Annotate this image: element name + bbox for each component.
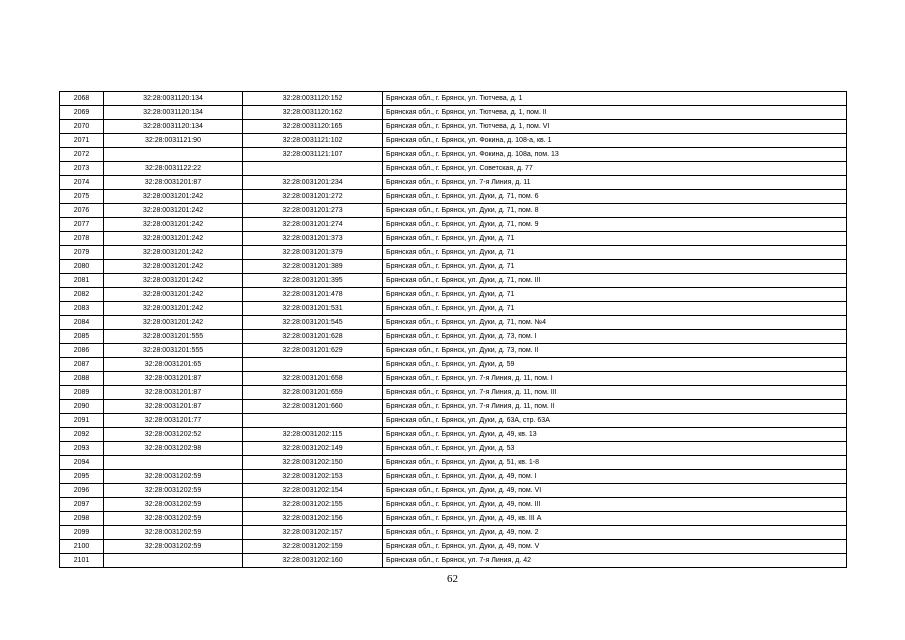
cadastral-number-cell: 32:28:0031201:531 — [243, 302, 383, 316]
address-cell: Брянская обл., г. Брянск, ул. Дуки, д. 71 — [383, 288, 847, 302]
parent-cadastral-number-cell: 32:28:0031201:242 — [104, 302, 243, 316]
address-cell: Брянская обл., г. Брянск, ул. Советская, д. 77 — [383, 162, 847, 176]
address-cell: Брянская обл., г. Брянск, ул. Фокина, д. 108а, пом. 13 — [383, 148, 847, 162]
parent-cadastral-number-cell: 32:28:0031120:134 — [104, 106, 243, 120]
row-number-cell: 2096 — [60, 484, 104, 498]
table-row — [60, 232, 847, 246]
parent-cadastral-number-cell: 32:28:0031201:555 — [104, 330, 243, 344]
parent-cadastral-number-cell: 32:28:0031201:65 — [104, 358, 243, 372]
row-number-cell: 2088 — [60, 372, 104, 386]
cadastral-number-cell — [243, 162, 383, 176]
row-number-cell: 2075 — [60, 190, 104, 204]
parent-cadastral-number-cell — [104, 456, 243, 470]
address-cell: Брянская обл., г. Брянск, ул. Дуки, д. 71, пом. 8 — [383, 204, 847, 218]
cadastral-number-cell: 32:28:0031202:115 — [243, 428, 383, 442]
row-number-cell: 2086 — [60, 344, 104, 358]
parent-cadastral-number-cell: 32:28:0031201:242 — [104, 218, 243, 232]
address-cell: Брянская обл., г. Брянск, ул. Дуки, д. 53 — [383, 442, 847, 456]
row-number-cell: 2087 — [60, 358, 104, 372]
row-number-cell: 2069 — [60, 106, 104, 120]
address-cell: Брянская обл., г. Брянск, ул. Дуки, д. 49, пом. VI — [383, 484, 847, 498]
parent-cadastral-number-cell: 32:28:0031201:77 — [104, 414, 243, 428]
cadastral-number-cell: 32:28:0031121:102 — [243, 134, 383, 148]
row-number-cell: 2099 — [60, 526, 104, 540]
table-row — [60, 260, 847, 274]
table-row — [60, 400, 847, 414]
parent-cadastral-number-cell: 32:28:0031201:87 — [104, 176, 243, 190]
table-row — [60, 428, 847, 442]
cadastral-number-cell: 32:28:0031202:155 — [243, 498, 383, 512]
address-cell: Брянская обл., г. Брянск, ул. 7-я Линия, д. 11, пом. II — [383, 400, 847, 414]
address-cell: Брянская обл., г. Брянск, ул. Дуки, д. 49, пом. I — [383, 470, 847, 484]
row-number-cell: 2079 — [60, 246, 104, 260]
parent-cadastral-number-cell: 32:28:0031201:242 — [104, 232, 243, 246]
table-row — [60, 190, 847, 204]
table-row — [60, 148, 847, 162]
parent-cadastral-number-cell: 32:28:0031120:134 — [104, 92, 243, 106]
address-cell: Брянская обл., г. Брянск, ул. Дуки, д. 49, пом. V — [383, 540, 847, 554]
table-row — [60, 358, 847, 372]
address-cell: Брянская обл., г. Брянск, ул. Дуки, д. 71, пом. 6 — [383, 190, 847, 204]
address-cell: Брянская обл., г. Брянск, ул. Дуки, д. 49, пом. 2 — [383, 526, 847, 540]
cadastral-number-cell: 32:28:0031201:478 — [243, 288, 383, 302]
row-number-cell: 2073 — [60, 162, 104, 176]
cadastral-number-cell: 32:28:0031201:658 — [243, 372, 383, 386]
address-cell: Брянская обл., г. Брянск, ул. 7-я Линия, д. 42 — [383, 554, 847, 568]
page-number: 62 — [447, 573, 458, 585]
cadastral-number-cell: 32:28:0031201:379 — [243, 246, 383, 260]
address-cell: Брянская обл., г. Брянск, ул. Фокина, д. 108-а, кв. 1 — [383, 134, 847, 148]
address-cell: Брянская обл., г. Брянск, ул. Дуки, д. 71 — [383, 246, 847, 260]
table-row — [60, 414, 847, 428]
parent-cadastral-number-cell: 32:28:0031201:87 — [104, 386, 243, 400]
cadastral-number-cell: 32:28:0031201:628 — [243, 330, 383, 344]
address-cell: Брянская обл., г. Брянск, ул. Дуки, д. 49, кв. 13 — [383, 428, 847, 442]
cadastral-number-cell: 32:28:0031201:395 — [243, 274, 383, 288]
address-cell: Брянская обл., г. Брянск, ул. Дуки, д. 51, кв. 1-8 — [383, 456, 847, 470]
cadastral-number-cell: 32:28:0031202:156 — [243, 512, 383, 526]
parent-cadastral-number-cell: 32:28:0031201:87 — [104, 372, 243, 386]
parent-cadastral-number-cell: 32:28:0031201:242 — [104, 204, 243, 218]
table-row — [60, 512, 847, 526]
row-number-cell: 2072 — [60, 148, 104, 162]
table-row — [60, 330, 847, 344]
table-row — [60, 442, 847, 456]
table-row — [60, 456, 847, 470]
row-number-cell: 2068 — [60, 92, 104, 106]
address-cell: Брянская обл., г. Брянск, ул. Дуки, д. 71 — [383, 260, 847, 274]
parent-cadastral-number-cell: 32:28:0031201:555 — [104, 344, 243, 358]
row-number-cell: 2098 — [60, 512, 104, 526]
row-number-cell: 2071 — [60, 134, 104, 148]
address-cell: Брянская обл., г. Брянск, ул. Дуки, д. 59 — [383, 358, 847, 372]
address-cell: Брянская обл., г. Брянск, ул. 7-я Линия, д. 11 — [383, 176, 847, 190]
address-cell: Брянская обл., г. Брянск, ул. Дуки, д. 49, пом. III — [383, 498, 847, 512]
row-number-cell: 2076 — [60, 204, 104, 218]
row-number-cell: 2101 — [60, 554, 104, 568]
parent-cadastral-number-cell: 32:28:0031202:59 — [104, 512, 243, 526]
row-number-cell: 2085 — [60, 330, 104, 344]
parent-cadastral-number-cell: 32:28:0031120:134 — [104, 120, 243, 134]
parent-cadastral-number-cell: 32:28:0031122:22 — [104, 162, 243, 176]
row-number-cell: 2100 — [60, 540, 104, 554]
table-row — [60, 386, 847, 400]
table-row — [60, 106, 847, 120]
parent-cadastral-number-cell: 32:28:0031202:59 — [104, 540, 243, 554]
row-number-cell: 2082 — [60, 288, 104, 302]
parent-cadastral-number-cell: 32:28:0031201:242 — [104, 274, 243, 288]
address-cell: Брянская обл., г. Брянск, ул. Дуки, д. 73, пом. I — [383, 330, 847, 344]
address-cell: Брянская обл., г. Брянск, ул. Дуки, д. 73, пом. II — [383, 344, 847, 358]
parent-cadastral-number-cell: 32:28:0031202:52 — [104, 428, 243, 442]
address-cell: Брянская обл., г. Брянск, ул. Тютчева, д. 1, пом. VI — [383, 120, 847, 134]
table-row — [60, 288, 847, 302]
cadastral-number-cell: 32:28:0031201:373 — [243, 232, 383, 246]
table-row — [60, 484, 847, 498]
parent-cadastral-number-cell: 32:28:0031202:59 — [104, 484, 243, 498]
parent-cadastral-number-cell: 32:28:0031202:59 — [104, 526, 243, 540]
row-number-cell: 2077 — [60, 218, 104, 232]
address-cell: Брянская обл., г. Брянск, ул. Дуки, д. 49, кв. III А — [383, 512, 847, 526]
address-cell: Брянская обл., г. Брянск, ул. Дуки, д. 63А, стр. 63А — [383, 414, 847, 428]
table-row — [60, 498, 847, 512]
parent-cadastral-number-cell: 32:28:0031201:242 — [104, 260, 243, 274]
cadastral-number-cell: 32:28:0031201:272 — [243, 190, 383, 204]
cadastral-number-cell: 32:28:0031202:157 — [243, 526, 383, 540]
parent-cadastral-number-cell: 32:28:0031201:87 — [104, 400, 243, 414]
parent-cadastral-number-cell — [104, 148, 243, 162]
cadastral-number-cell: 32:28:0031120:162 — [243, 106, 383, 120]
row-number-cell: 2089 — [60, 386, 104, 400]
cadastral-number-cell: 32:28:0031202:154 — [243, 484, 383, 498]
address-cell: Брянская обл., г. Брянск, ул. Тютчева, д. 1 — [383, 92, 847, 106]
parent-cadastral-number-cell: 32:28:0031201:242 — [104, 190, 243, 204]
parent-cadastral-number-cell: 32:28:0031201:242 — [104, 288, 243, 302]
address-cell: Брянская обл., г. Брянск, ул. Дуки, д. 71, пом. 9 — [383, 218, 847, 232]
table-row — [60, 316, 847, 330]
table-row — [60, 344, 847, 358]
table-body — [60, 92, 847, 568]
address-cell: Брянская обл., г. Брянск, ул. Дуки, д. 71, пом. III — [383, 274, 847, 288]
cadastral-number-cell: 32:28:0031201:273 — [243, 204, 383, 218]
row-number-cell: 2097 — [60, 498, 104, 512]
row-number-cell: 2074 — [60, 176, 104, 190]
address-cell: Брянская обл., г. Брянск, ул. Тютчева, д. 1, пом. II — [383, 106, 847, 120]
row-number-cell: 2070 — [60, 120, 104, 134]
table-row — [60, 540, 847, 554]
row-number-cell: 2084 — [60, 316, 104, 330]
table-row — [60, 176, 847, 190]
cadastral-number-cell — [243, 414, 383, 428]
table-row — [60, 246, 847, 260]
parent-cadastral-number-cell: 32:28:0031201:242 — [104, 316, 243, 330]
cadastral-number-cell: 32:28:0031201:659 — [243, 386, 383, 400]
row-number-cell: 2095 — [60, 470, 104, 484]
cadastral-number-cell: 32:28:0031120:152 — [243, 92, 383, 106]
cadastral-number-cell: 32:28:0031201:234 — [243, 176, 383, 190]
property-register-table — [59, 91, 847, 568]
table-row — [60, 134, 847, 148]
table-row — [60, 120, 847, 134]
cadastral-number-cell: 32:28:0031202:160 — [243, 554, 383, 568]
table-row — [60, 302, 847, 316]
parent-cadastral-number-cell: 32:28:0031121:90 — [104, 134, 243, 148]
row-number-cell: 2092 — [60, 428, 104, 442]
table-row — [60, 162, 847, 176]
cadastral-number-cell — [243, 358, 383, 372]
cadastral-number-cell: 32:28:0031202:153 — [243, 470, 383, 484]
row-number-cell: 2090 — [60, 400, 104, 414]
table-row — [60, 526, 847, 540]
row-number-cell: 2094 — [60, 456, 104, 470]
row-number-cell: 2083 — [60, 302, 104, 316]
cadastral-number-cell: 32:28:0031121:107 — [243, 148, 383, 162]
address-cell: Брянская обл., г. Брянск, ул. 7-я Линия, д. 11, пом. I — [383, 372, 847, 386]
cadastral-number-cell: 32:28:0031202:159 — [243, 540, 383, 554]
parent-cadastral-number-cell: 32:28:0031202:59 — [104, 498, 243, 512]
cadastral-number-cell: 32:28:0031201:545 — [243, 316, 383, 330]
cadastral-number-cell: 32:28:0031202:149 — [243, 442, 383, 456]
table-row — [60, 470, 847, 484]
cadastral-number-cell: 32:28:0031201:629 — [243, 344, 383, 358]
cadastral-number-cell: 32:28:0031120:165 — [243, 120, 383, 134]
table-row — [60, 372, 847, 386]
parent-cadastral-number-cell — [104, 554, 243, 568]
address-cell: Брянская обл., г. Брянск, ул. Дуки, д. 71 — [383, 232, 847, 246]
row-number-cell: 2093 — [60, 442, 104, 456]
row-number-cell: 2080 — [60, 260, 104, 274]
address-cell: Брянская обл., г. Брянск, ул. Дуки, д. 71, пом. №4 — [383, 316, 847, 330]
table-row — [60, 218, 847, 232]
row-number-cell: 2091 — [60, 414, 104, 428]
cadastral-number-cell: 32:28:0031201:274 — [243, 218, 383, 232]
cadastral-number-cell: 32:28:0031201:389 — [243, 260, 383, 274]
table-row — [60, 274, 847, 288]
address-cell: Брянская обл., г. Брянск, ул. Дуки, д. 71 — [383, 302, 847, 316]
cadastral-number-cell: 32:28:0031201:660 — [243, 400, 383, 414]
table-row — [60, 92, 847, 106]
address-cell: Брянская обл., г. Брянск, ул. 7-я Линия, д. 11, пом. III — [383, 386, 847, 400]
parent-cadastral-number-cell: 32:28:0031201:242 — [104, 246, 243, 260]
parent-cadastral-number-cell: 32:28:0031202:98 — [104, 442, 243, 456]
parent-cadastral-number-cell: 32:28:0031202:59 — [104, 470, 243, 484]
table-row — [60, 554, 847, 568]
row-number-cell: 2078 — [60, 232, 104, 246]
table-row — [60, 204, 847, 218]
row-number-cell: 2081 — [60, 274, 104, 288]
cadastral-number-cell: 32:28:0031202:150 — [243, 456, 383, 470]
